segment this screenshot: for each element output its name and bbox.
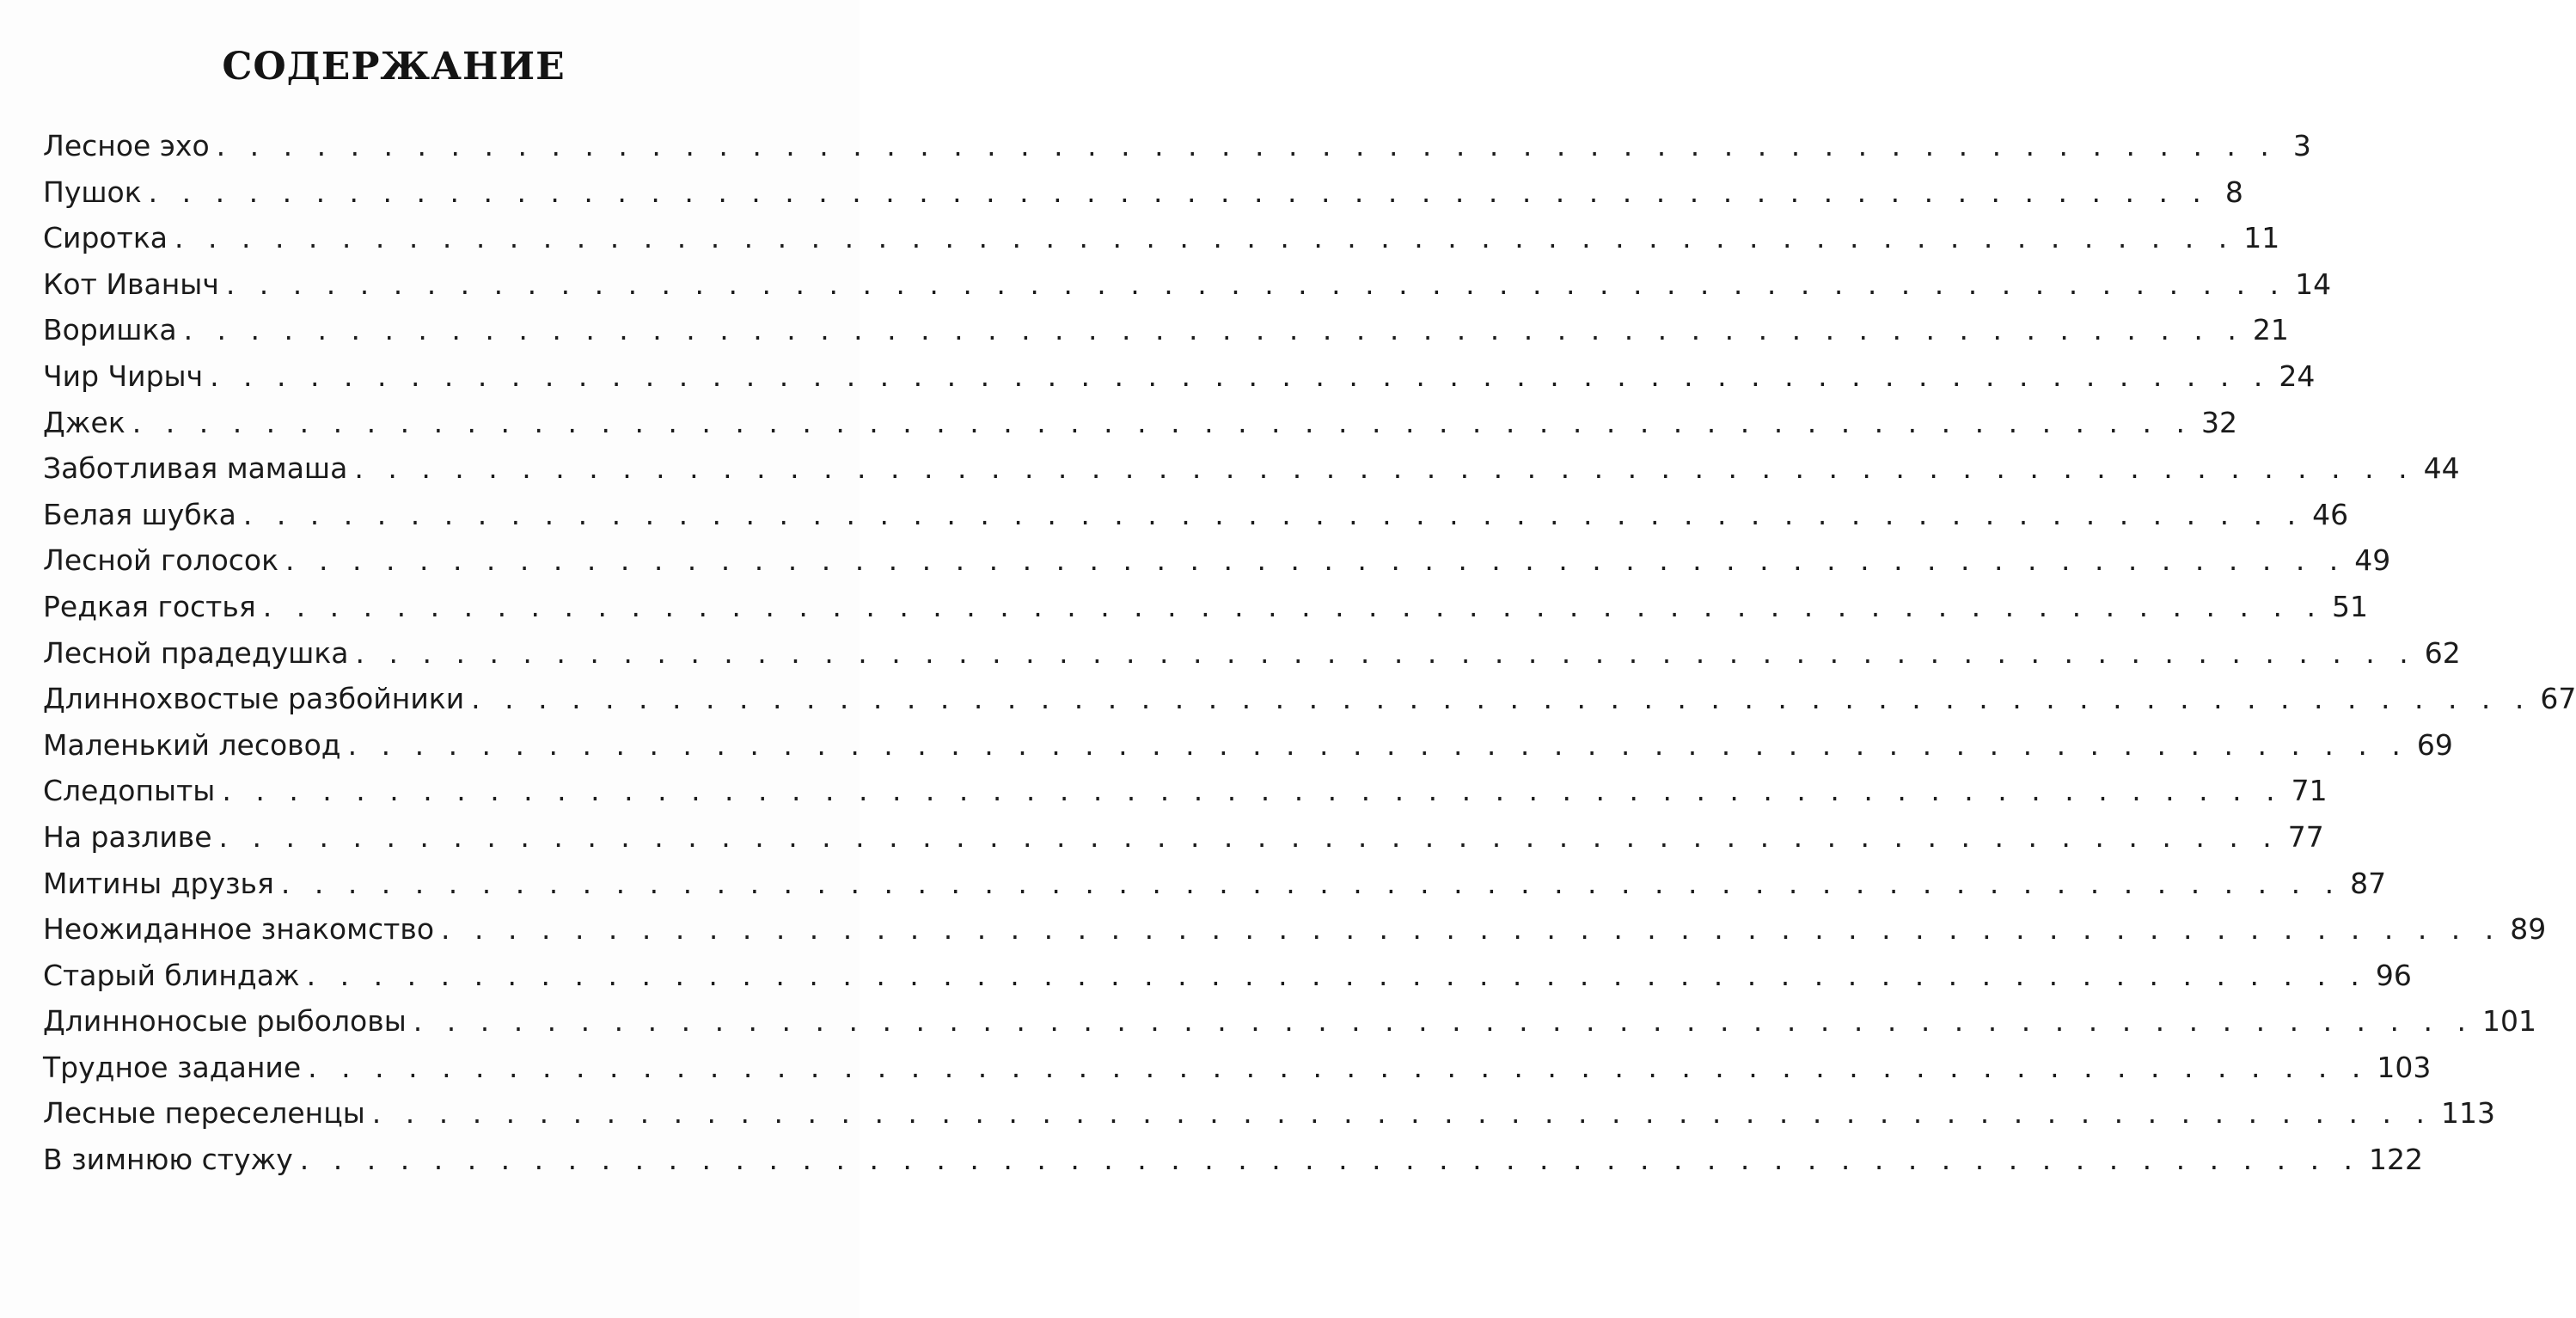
toc-entry-title: Длиннохвостые разбойники [43, 682, 465, 716]
toc-entry [43, 175, 2243, 222]
dot-leader: . . . . . . . . . . . . . . . . . . . . . . . . . . . . . . . . . . . . . . . . . . . . . . . . . . . . . . . . . . . . . . [441, 912, 2502, 947]
toc-entry-title: Джек [43, 405, 125, 439]
dot-leader: . . . . . . . . . . . . . . . . . . . . . . . . . . . . . . . . . . . . . . . . . . . . . . . . . . . . . . . . . . . . . . [218, 819, 2279, 854]
toc-entry [43, 1143, 2424, 1189]
toc-entry-title: Следопыты [43, 774, 216, 808]
dot-leader: . . . . . . . . . . . . . . . . . . . . . . . . . . . . . . . . . . . . . . . . . . . . . . . . . . . . . . . . . . . . . . [216, 129, 2277, 162]
toc-entry-page: 24 [2279, 359, 2316, 393]
toc-entry-title: Лесные переселенцы [43, 1096, 365, 1131]
dot-leader: . . . . . . . . . . . . . . . . . . . . . . . . . . . . . . . . . . . . . . . . . . . . . . . . . . . . . . . . . . . . . . [210, 359, 2271, 393]
toc-entry [43, 267, 2332, 314]
dot-leader: . . . . . . . . . . . . . . . . . . . . . . . . . . . . . . . . . . . . . . . . . . . . . . . . . . . . . . . . . . . . . . [174, 221, 2236, 255]
toc-entry [43, 866, 2387, 913]
toc-entry-page: 21 [2252, 313, 2289, 347]
toc-entry [43, 1096, 2495, 1143]
toc-entry-page: 113 [2441, 1096, 2495, 1131]
toc-entry-page: 67 [2540, 682, 2576, 716]
dot-leader: . . . . . . . . . . . . . . . . . . . . . . . . . . . . . . . . . . . . . . . . . . . . . . . . . . . . . . . . . . . . . . [347, 727, 2408, 762]
toc-entry-title: Длинноносые рыболовы [43, 1004, 407, 1039]
toc-entry-title: Заботливая мамаша [43, 451, 348, 486]
toc-entry-page: 44 [2423, 451, 2460, 486]
dot-leader: . . . . . . . . . . . . . . . . . . . . . . . . . . . . . . . . . . . . . . . . . . . . . . . . . . . . . . . . . . . . . . [222, 774, 2283, 808]
toc-entry-page: 46 [2312, 497, 2349, 531]
dot-leader: . . . . . . . . . . . . . . . . . . . . . . . . . . . . . . . . . . . . . . . . . . . . . . . . . . . . . . . . . . . . . . [262, 589, 2323, 623]
toc-entry [43, 912, 2547, 959]
dot-leader: . . . . . . . . . . . . . . . . . . . . . . . . . . . . . . . . . . . . . . . . . . . . . . . . . . . . . . . . . . . . . . [306, 958, 2367, 992]
toc-entry [43, 497, 2349, 544]
toc-entry-page: 32 [2201, 405, 2237, 439]
toc-entry-title: На разливе [43, 819, 212, 854]
toc-entry-page: 101 [2482, 1004, 2536, 1039]
toc-entry-title: Пушок [43, 175, 142, 209]
toc-entry-title: Лесной прадедушка [43, 635, 349, 670]
toc-entry-title: Белая шубка [43, 497, 236, 531]
toc-entry [43, 682, 2576, 728]
toc-entry-page: 69 [2416, 727, 2453, 762]
toc-entry-title: Воришка [43, 313, 177, 347]
toc-entry-page: 103 [2377, 1050, 2432, 1084]
toc-entry-page: 87 [2350, 866, 2387, 900]
toc-entry-page: 122 [2369, 1143, 2424, 1177]
toc-entry [43, 727, 2453, 775]
dot-leader: . . . . . . . . . . . . . . . . . . . . . . . . . . . . . . . . . . . . . . . . . . . . . . . . . . . . . . . . . . . . . . [183, 313, 2244, 347]
dot-leader: . . . . . . . . . . . . . . . . . . . . . . . . . . . . . . . . . . . . . . . . . . . . . . . . . . . . . . . . . . . . . . [471, 682, 2532, 716]
toc-entry-page: 11 [2243, 221, 2280, 255]
toc-entry-page: 71 [2291, 774, 2328, 808]
toc-entry-title: Митины друзья [43, 866, 274, 900]
toc-entry-page: 96 [2375, 958, 2412, 992]
toc-entry [43, 774, 2328, 820]
toc-entry-title: В зимнюю стужу [43, 1143, 293, 1177]
toc-entry [43, 1004, 2536, 1051]
dot-leader: . . . . . . . . . . . . . . . . . . . . . . . . . . . . . . . . . . . . . . . . . . . . . . . . . . . . . . . . . . . . . . [280, 866, 2342, 900]
toc-entry [43, 635, 2461, 683]
dot-leader: . . . . . . . . . . . . . . . . . . . . . . . . . . . . . . . . . . . . . . . . . . . . . . . . . . . . . . . . . . . . . . [148, 175, 2209, 209]
toc-entry [43, 958, 2412, 1005]
dot-leader: . . . . . . . . . . . . . . . . . . . . . . . . . . . . . . . . . . . . . . . . . . . . . . . . . . . . . . . . . . . . . . [285, 543, 2347, 578]
toc-entry-title: Старый блиндаж [43, 958, 300, 992]
toc-entry-page: 62 [2424, 635, 2461, 670]
toc-entry-page: 51 [2331, 589, 2368, 623]
toc-entry-title: Лесной голосок [43, 543, 279, 578]
toc-list [43, 129, 2576, 1189]
toc-entry [43, 543, 2391, 590]
toc-entry-page: 14 [2295, 267, 2332, 301]
toc-entry-title: Лесное эхо [43, 129, 210, 162]
toc-entry [43, 129, 2311, 175]
dot-leader: . . . . . . . . . . . . . . . . . . . . . . . . . . . . . . . . . . . . . . . . . . . . . . . . . . . . . . . . . . . . . . [355, 635, 2416, 670]
toc-entry-page: 49 [2354, 543, 2391, 578]
toc-entry [43, 221, 2280, 267]
page-title: СОДЕРЖАНИЕ [222, 45, 566, 89]
toc-entry-page: 77 [2287, 819, 2324, 854]
dot-leader: . . . . . . . . . . . . . . . . . . . . . . . . . . . . . . . . . . . . . . . . . . . . . . . . . . . . . . . . . . . . . . [242, 497, 2304, 531]
toc-entry [43, 1050, 2432, 1097]
dot-leader: . . . . . . . . . . . . . . . . . . . . . . . . . . . . . . . . . . . . . . . . . . . . . . . . . . . . . . . . . . . . . . [132, 405, 2193, 439]
toc-entry [43, 405, 2237, 452]
toc-entry-title: Кот Иваныч [43, 267, 219, 301]
toc-entry [43, 313, 2289, 359]
toc-entry-title: Неожиданное знакомство [43, 912, 435, 947]
toc-entry-title: Редкая гостья [43, 589, 256, 623]
toc-entry-title: Сиротка [43, 221, 168, 255]
dot-leader: . . . . . . . . . . . . . . . . . . . . . . . . . . . . . . . . . . . . . . . . . . . . . . . . . . . . . . . . . . . . . . [354, 451, 2415, 486]
toc-entry [43, 589, 2368, 636]
toc-entry-title: Маленький лесовод [43, 727, 341, 762]
toc-entry [43, 359, 2316, 406]
toc-entry [43, 819, 2324, 867]
toc-entry [43, 451, 2460, 498]
dot-leader: . . . . . . . . . . . . . . . . . . . . . . . . . . . . . . . . . . . . . . . . . . . . . . . . . . . . . . . . . . . . . . [225, 267, 2287, 301]
dot-leader: . . . . . . . . . . . . . . . . . . . . . . . . . . . . . . . . . . . . . . . . . . . . . . . . . . . . . . . . . . . . . . [299, 1143, 2361, 1177]
toc-entry-page: 3 [2292, 129, 2311, 162]
dot-leader: . . . . . . . . . . . . . . . . . . . . . . . . . . . . . . . . . . . . . . . . . . . . . . . . . . . . . . . . . . . . . . [308, 1050, 2369, 1084]
dot-leader: . . . . . . . . . . . . . . . . . . . . . . . . . . . . . . . . . . . . . . . . . . . . . . . . . . . . . . . . . . . . . . [413, 1004, 2474, 1039]
toc-entry-page: 89 [2510, 912, 2547, 947]
toc-entry-title: Трудное задание [43, 1050, 302, 1084]
toc-entry-title: Чир Чирыч [43, 359, 204, 393]
dot-leader: . . . . . . . . . . . . . . . . . . . . . . . . . . . . . . . . . . . . . . . . . . . . . . . . . . . . . . . . . . . . . . [371, 1096, 2432, 1131]
toc-entry-page: 8 [2224, 175, 2243, 209]
